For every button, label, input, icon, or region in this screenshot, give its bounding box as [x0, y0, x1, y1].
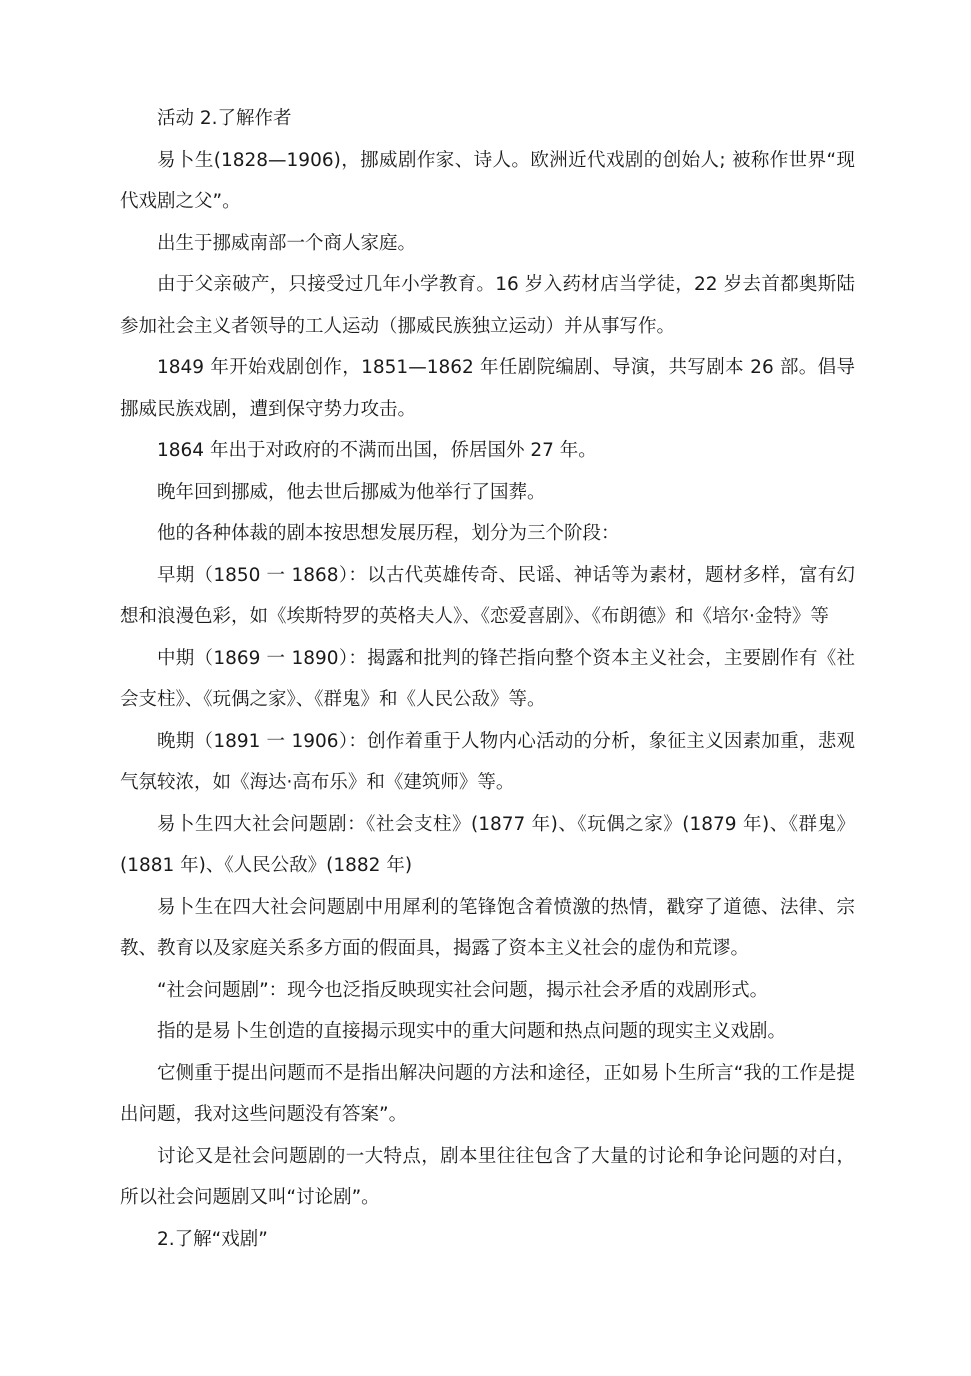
paragraph-social-problem-play-meaning: 指的是易卜生创造的直接揭示现实中的重大问题和热点问题的现实主义戏剧。: [157, 1021, 787, 1042]
section-heading-activity-2: 活动 2.了解作者: [157, 108, 292, 129]
paragraph-ibsen-intro: 易卜生(1828—1906)，挪威剧作家、诗人。欧洲近代戏剧的创始人; 被称作世界“现代戏剧之父”。: [120, 149, 855, 212]
paragraph-late-stage: 晚期（1891 一 1906）：创作着重于人物内心活动的分析，象征主义因素加重，悲观气氛较浓，如《海达·高布乐》和《建筑师》等。: [120, 730, 855, 793]
paragraph-four-plays-analysis: 易卜生在四大社会问题剧中用犀利的笔锋饱含着愤激的热情，戳穿了道德、法律、宗教、教育以及家庭关系多方面的假面具，揭露了资本主义社会的虚伪和荒谬。: [120, 896, 855, 959]
paragraph-middle-stage: 中期（1869 一 1890）：揭露和批判的锋芒指向整个资本主义社会，主要剧作有《社会支柱》、《玩偶之家》、《群鬼》和《人民公敌》等。: [120, 647, 855, 710]
paragraph-later-years: 晚年回到挪威，他去世后挪威为他举行了国葬。: [157, 481, 546, 503]
paragraph-raising-questions: 它侧重于提出问题而不是指出解决问题的方法和途径，正如易卜生所言“我的工作是提出问题，我对这些问题没有答案”。: [120, 1062, 855, 1125]
paragraph-birth: 出生于挪威南部一个商人家庭。: [157, 232, 417, 254]
paragraph-discussion-play: 讨论又是社会问题剧的一大特点，剧本里往往包含了大量的讨论和争论问题的对白，所以社会问题剧又叫“讨论剧”。: [120, 1145, 855, 1208]
paragraph-career: 1849 年开始戏剧创作，1851—1862 年任剧院编剧、导演，共写剧本 26 部。倡导挪威民族戏剧，遭到保守势力攻击。: [120, 357, 855, 420]
paragraph-social-problem-play-definition: “社会问题剧”：现今也泛指反映现实社会问题，揭示社会矛盾的戏剧形式。: [157, 979, 769, 1001]
paragraph-early-stage: 早期（1850 一 1868）：以古代英雄传奇、民谣、神话等为素材，题材多样，富有幻想和浪漫色彩，如《埃斯特罗的英格夫人》、《恋爱喜剧》、《布朗德》和《培尔·金特》等: [120, 564, 855, 627]
paragraph-early-life: 由于父亲破产，只接受过几年小学教育。16 岁入药材店当学徒，22 岁去首都奥斯陆参加社会主义者领导的工人运动（挪威民族独立运动）并从事写作。: [120, 274, 855, 337]
paragraph-exile: 1864 年出于对政府的不满而出国，侨居国外 27 年。: [157, 440, 597, 461]
document-body: [120, 98, 855, 1260]
paragraph-three-stages: 他的各种体裁的剧本按思想发展历程，划分为三个阶段：: [157, 523, 620, 544]
section-heading-understand-drama: 2.了解“戏剧”: [157, 1228, 268, 1250]
paragraph-four-plays: 易卜生四大社会问题剧：《社会支柱》(1877 年)、《玩偶之家》(1879 年)、《群鬼》(1881 年)、《人民公敌》(1882 年): [120, 813, 855, 876]
